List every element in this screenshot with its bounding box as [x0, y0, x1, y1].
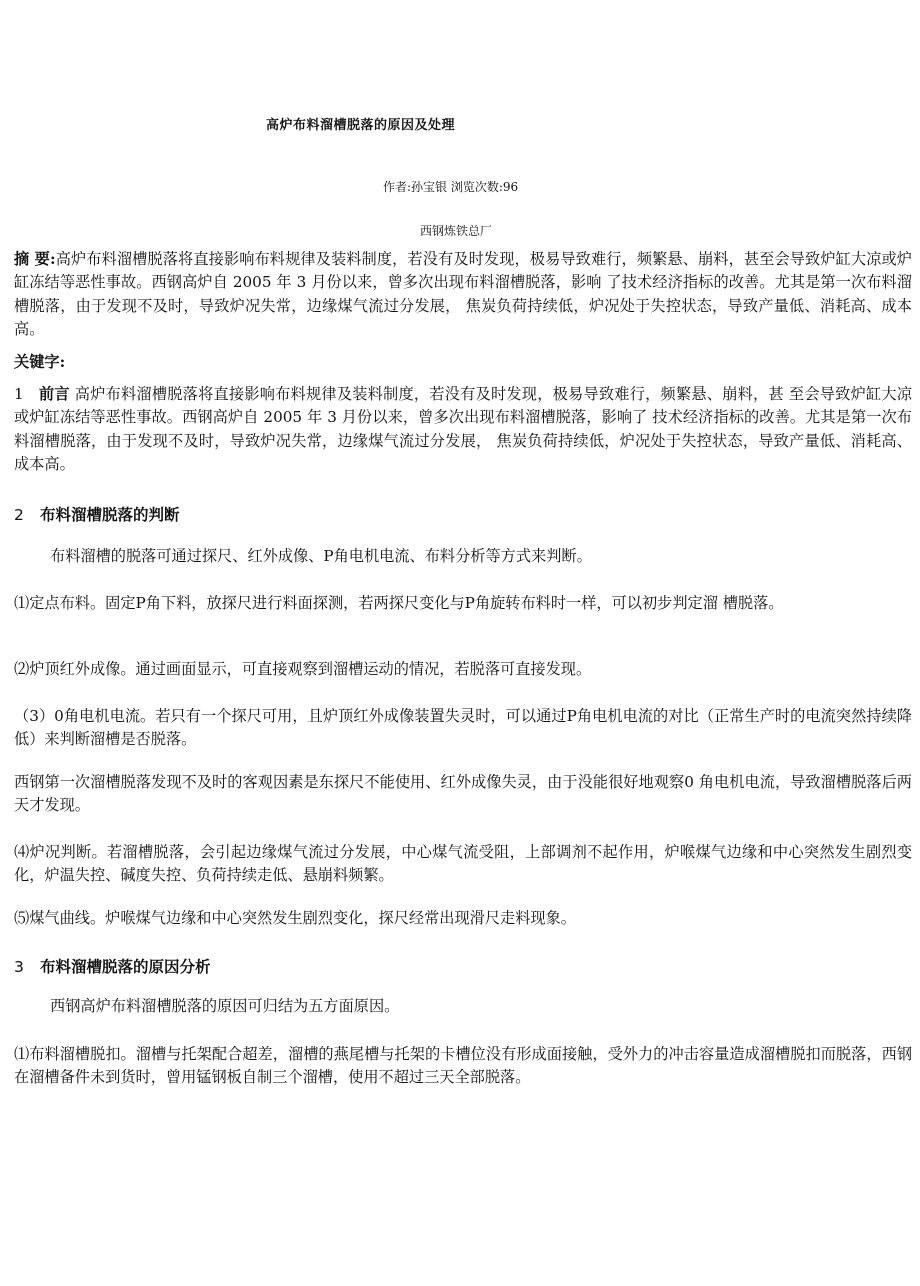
organization: 西钢炼铁总厂: [420, 224, 493, 238]
section-3-item-1: ⑴布料溜槽脱扣。溜槽与托架配合超差，溜槽的燕尾槽与托架的卡槽位没有形成面接触，受外力的冲击容量造成溜槽脱扣而脱落，西钢在溜槽备件未到货时，曾用锰钢板自制三个溜槽，使用不超过三天全部脱落。: [14, 1045, 912, 1087]
section-2-item-1: ⑴定点布料。固定P角下料，放探尺进行料面探测，若两探尺变化与P角旋转布料时一样，可以初步判定溜 槽脱落。: [14, 594, 784, 612]
intro-text: 高炉布料溜槽脱落将直接影响布料规律及装料制度，若没有及时发现，极易导致难行，频繁悬、崩料，甚 至会导致炉缸大凉或炉缸冻结等恶性事故。西钢高炉自 2005 年 3 月份以来，曾多次出现布料溜槽脱落，影响了 技术经济指标的改善。尤其是第一次布料溜槽脱落，由于发现不及时，导致炉况失常，边缘煤气流过分发展， 焦炭负荷持续低，炉况处于失控状态，导致产量低、消耗高、成本高。: [14, 385, 913, 474]
section-2-title: 布料溜槽脱落的判断: [40, 506, 180, 524]
abstract-label: 摘 要:: [14, 250, 56, 268]
section-2-item-3: （3）0角电机电流。若只有一个探尺可用，且炉顶红外成像装置失灵时，可以通过P角电机电流的对比（正常生产时的电流突然持续降低）来判断溜槽是否脱落。: [14, 707, 912, 749]
document-title: 高炉布料溜槽脱落的原因及处理: [266, 118, 456, 133]
section-3-intro: 西钢高炉布料溜槽脱落的原因可归结为五方面原因。: [50, 997, 400, 1015]
section-2-item-2: ⑵炉顶红外成像。通过画面显示，可直接观察到溜槽运动的情况，若脱落可直接发现。: [14, 660, 592, 678]
abstract-text: 高炉布料溜槽脱落将直接影响布料规律及装料制度，若没有及时发现，极易导致难行，频繁悬、崩料，甚至会导致炉缸大凉或炉缸冻结等恶性事故。西钢高炉自 2005 年 3 月份以来，曾多次出现布料溜槽脱落，影响 了技术经济指标的改善。尤其是第一次布料溜槽脱落，由于发现不及时，导致炉况失常，边缘煤气流过分发展， 焦炭负荷持续低，炉况处于失控状态，导致产量低、消耗高、成本高。: [14, 250, 912, 339]
author-byline: 作者:孙宝银 浏览次数:96: [383, 180, 519, 194]
section-2-intro: 布料溜槽的脱落可通过探尺、红外成像、P角电机电流、布料分析等方式来判断。: [50, 547, 592, 565]
abstract-paragraph: [14, 248, 912, 342]
intro-number: 1: [14, 385, 24, 403]
section-2-item-5: ⑸煤气曲线。炉喉煤气边缘和中心突然发生剧烈变化，探尺经常出现滑尺走料现象。: [14, 909, 576, 927]
intro-label: 前言: [38, 385, 70, 403]
section-2-number: 2: [14, 506, 24, 524]
section-3-number: 3: [14, 958, 24, 976]
section-3-heading: [14, 955, 211, 977]
intro-paragraph: [14, 383, 912, 477]
section-2-item-4: ⑷炉况判断。若溜槽脱落，会引起边缘煤气流过分发展，中心煤气流受阻，上部调剂不起作用，炉喉煤气边缘和中心突然发生剧烈变化，炉温失控、碱度失控、负荷持续走低、悬崩料频繁。: [14, 843, 912, 885]
keywords-paragraph: [14, 351, 912, 374]
keywords-label: 关键字:: [14, 353, 66, 371]
section-2-note: 西钢第一次溜槽脱落发现不及时的客观因素是东探尺不能使用、红外成像失灵，由于没能很好地观察0 角电机电流，导致溜槽脱落后两天才发现。: [14, 773, 912, 815]
section-2-heading: [14, 503, 180, 525]
section-3-title: 布料溜槽脱落的原因分析: [40, 958, 211, 976]
